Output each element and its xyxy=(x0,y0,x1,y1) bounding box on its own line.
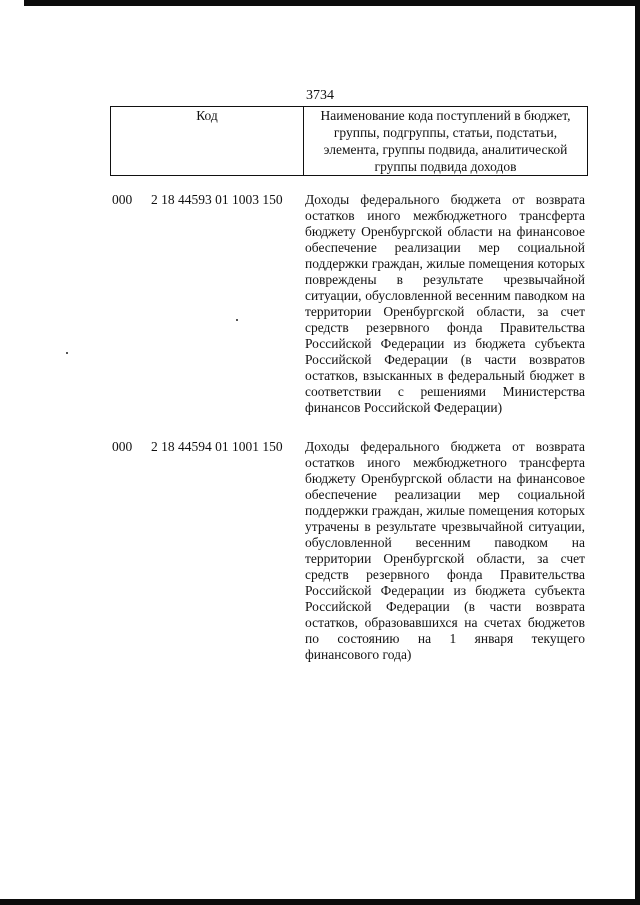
row-description: Доходы федерального бюджета от возврата остатков иного межбюджетного трансферта бюджету Оренбургской области на финансовое обеспечение реализации мер социальной поддержки граждан, жилые помещения которых утрачены в результате чрезвычайной ситуации, обусловленной весенним паводком на территории Оренбургской области, за счет средств резервного фонда Правительства Российской Федерации из бюджета субъекта Российской Федерации (в части возврата остатков, образовавшихся на счетах бюджетов по состоянию на 1 января текущего финансового года) xyxy=(305,439,585,662)
table-row xyxy=(112,439,588,663)
header-name-cell: Наименование кода поступлений в бюджет, группы, подгруппы, статьи, подстатьи, элемента, группы подвида, аналитической группы подвида доходов xyxy=(304,107,588,176)
scan-border-bottom xyxy=(0,899,640,905)
row-group-code: 000 xyxy=(112,192,133,207)
header-code-cell: Код xyxy=(111,107,304,176)
row-income-code: 2 18 44593 01 1003 150 xyxy=(151,192,283,207)
table-row xyxy=(112,192,588,416)
page-number: 3734 xyxy=(306,88,334,103)
row-group-code: 000 xyxy=(112,439,133,454)
table-header xyxy=(110,106,588,176)
scan-speck xyxy=(236,319,238,321)
row-description: Доходы федерального бюджета от возврата остатков иного межбюджетного трансферта бюджету Оренбургской области на финансовое обеспечение реализации мер социальной поддержки граждан, жилые помещения которых повреждены в результате чрезвычайной ситуации, обусловленной весенним паводком на территории Оренбургской области, за счет средств резервного фонда Правительства Российской Федерации из бюджета субъекта Российской Федерации (в части возвратов остатков, взысканных в федеральный бюджет в соответствии с решениями Министерства финансов Российской Федерации) xyxy=(305,192,585,415)
scan-border-top xyxy=(24,0,640,6)
scan-border-right xyxy=(635,0,640,905)
scan-speck xyxy=(66,352,68,354)
row-income-code: 2 18 44594 01 1001 150 xyxy=(151,439,283,454)
